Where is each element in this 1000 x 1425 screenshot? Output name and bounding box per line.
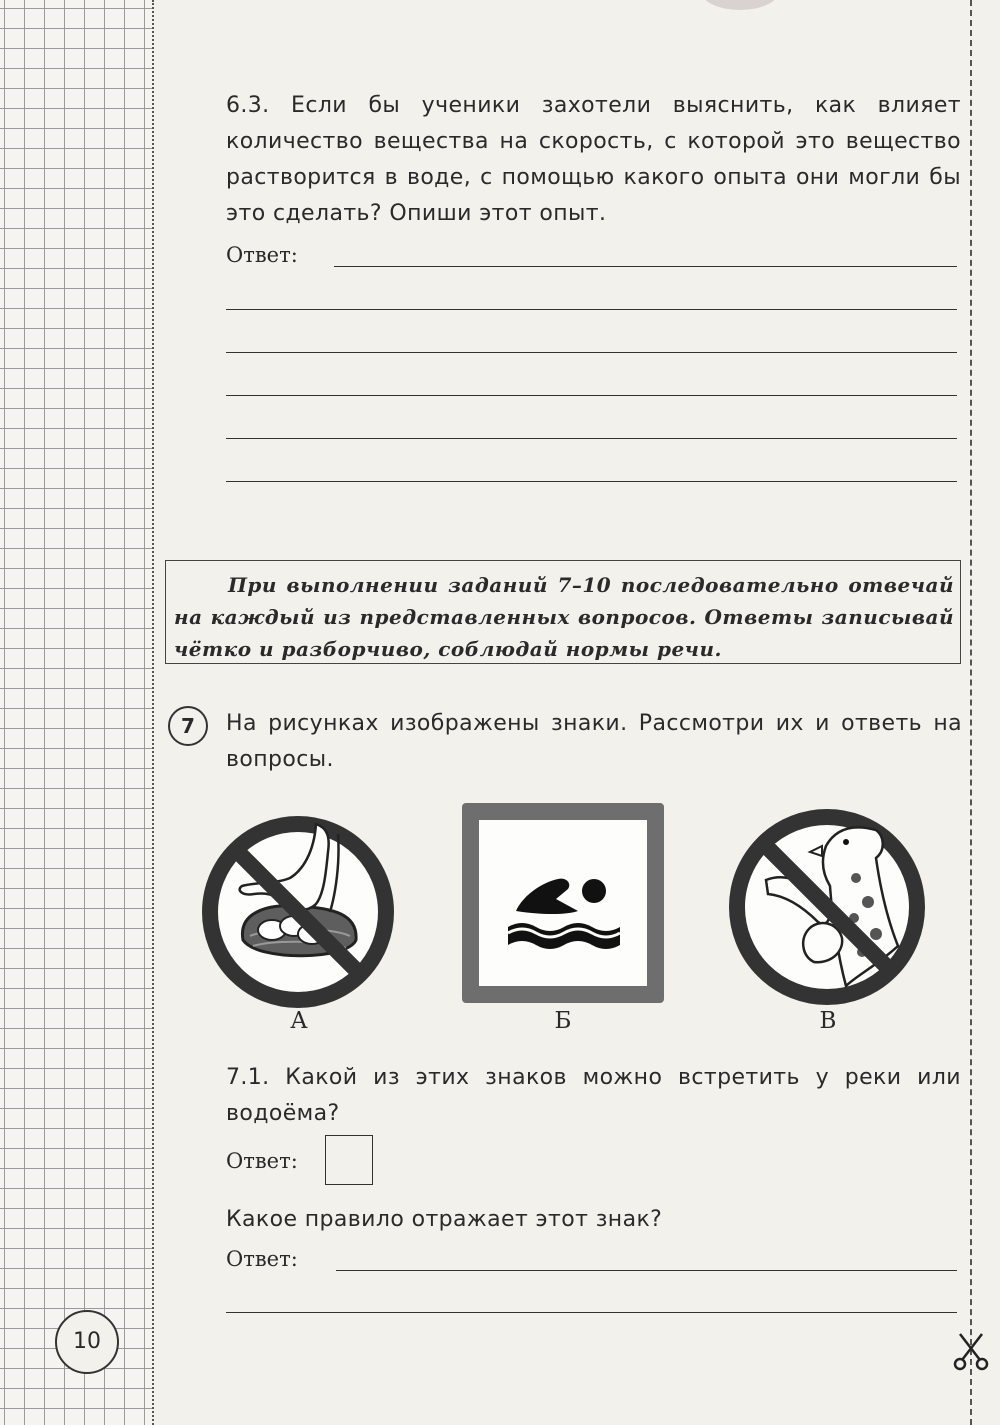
task-6-3-answer-label: Ответ: [226, 243, 298, 267]
answer-box[interactable] [325, 1135, 373, 1185]
no-feeding-animals-icon [726, 806, 928, 1008]
answer-line[interactable] [226, 395, 957, 396]
top-decoration [700, 0, 780, 10]
answer-line[interactable] [226, 309, 957, 310]
margin-dotted-line [152, 0, 154, 1425]
scissors-icon [950, 1330, 992, 1372]
answer-line[interactable] [334, 266, 957, 267]
task-7-1-rule-question: Какое правило отражает этот знак? [226, 1207, 663, 1232]
answer-line[interactable] [226, 1312, 957, 1313]
task-7-1-answer-label: Ответ: [226, 1149, 298, 1173]
sign-label-a: А [290, 1008, 308, 1034]
answer-line[interactable] [226, 481, 957, 482]
sign-label-v: В [819, 1008, 837, 1034]
cut-dashed-line [970, 0, 972, 1425]
grid-margin [0, 0, 152, 1425]
sign-label-b: Б [554, 1008, 572, 1034]
no-touching-nest-icon [198, 812, 398, 1012]
answer-line[interactable] [226, 352, 957, 353]
page-number: 10 [55, 1310, 119, 1374]
answer-line[interactable] [336, 1270, 957, 1271]
task-7-intro: На рисунках изображены знаки. Рассмотри их и ответь на вопросы. [226, 711, 962, 772]
task-7-1-rule-answer-label: Ответ: [226, 1247, 298, 1271]
instruction-note: При выполнении заданий 7–10 последовательно отвечай на каждый из представленных вопросов. Ответы записывай чётко и разборчиво, соблюдай нормы речи. [165, 560, 961, 664]
task-6-3-question: 6.3. Если бы ученики захотели выяснить, как влияет количество вещества на скорость, с которой это вещество растворится в воде, с помощью какого опыта они могли бы это сделать? Опиши этот опыт. [226, 93, 961, 226]
task-7-number: 7 [168, 706, 208, 746]
swimming-icon [462, 803, 664, 1003]
task-7-1-question: 7.1. Какой из этих знаков можно встретить у реки или водоёма? [226, 1065, 961, 1126]
answer-line[interactable] [226, 438, 957, 439]
